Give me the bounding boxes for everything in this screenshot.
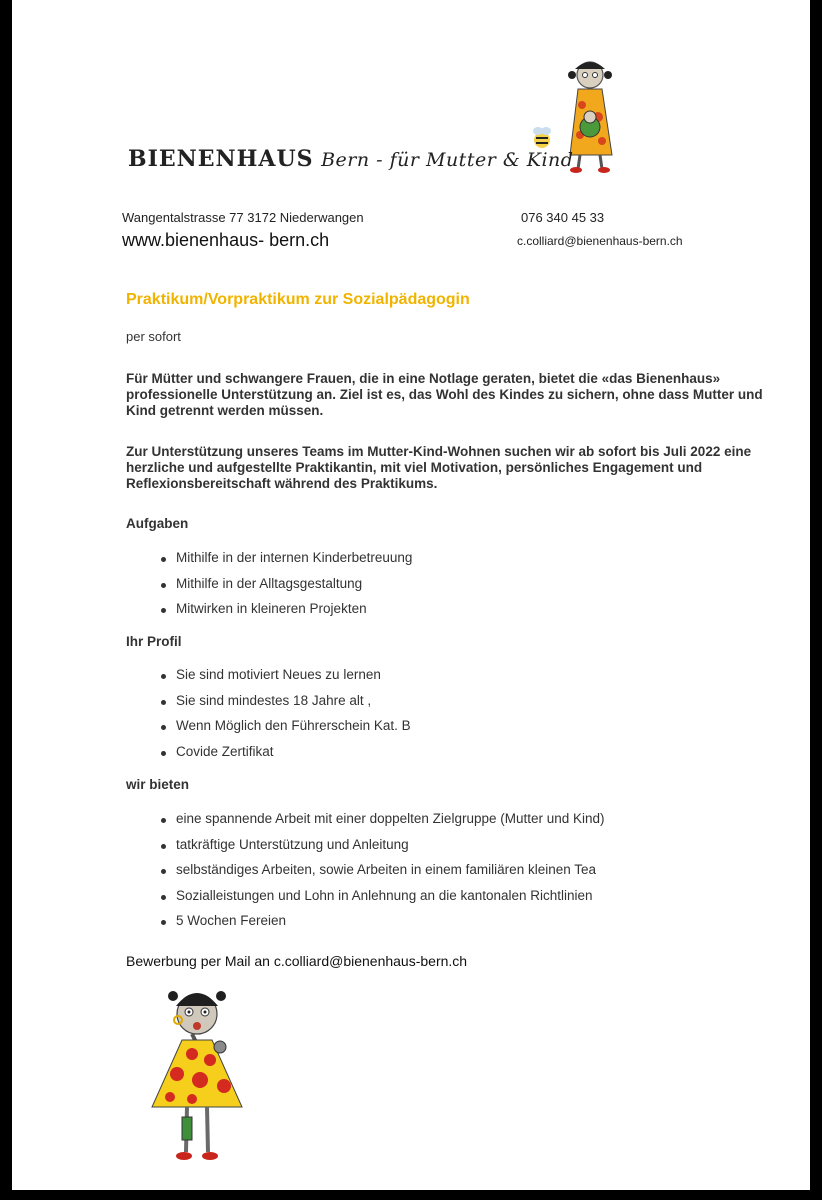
tasks-heading: Aufgaben [126, 516, 189, 531]
offer-list [158, 811, 605, 939]
list-item: Mithilfe in der Alltagsgestaltung [158, 576, 412, 602]
list-item: selbständiges Arbeiten, sowie Arbeiten in einem familiären kleinen Tea [158, 862, 605, 888]
list-item: Mithilfe in der internen Kinderbetreuung [158, 550, 412, 576]
list-item: Sozialleistungen und Lohn in Anlehnung an die kantonalen Richtlinien [158, 888, 605, 914]
intro-paragraph-1: Für Mütter und schwangere Frauen, die in eine Notlage geraten, bietet die «das Bienenhaus» professionelle Unterstützung an. Ziel ist es, das Wohl des Kindes zu sichern, ohne dass Mutter und Kind getrennt werden müssen. [126, 371, 763, 418]
list-item: Wenn Möglich den Führerschein Kat. B [158, 718, 411, 744]
list-item: eine spannende Arbeit mit einer doppelten Zielgruppe (Mutter und Kind) [158, 811, 605, 837]
list-item: Covide Zertifikat [158, 744, 411, 770]
bee-wing-2 [541, 127, 551, 135]
logo-brand: BIENENHAUS [128, 146, 314, 172]
job-title: Praktikum/Vorpraktikum zur Sozialpädagogin [126, 291, 470, 308]
list-item: 5 Wochen Fereien [158, 913, 605, 939]
hair-bun-right [604, 71, 612, 79]
address: Wangentalstrasse 77 3172 Niederwangen [122, 210, 364, 225]
list-item: tatkräftige Unterstützung und Anleitung [158, 837, 605, 863]
start-date: per sofort [126, 329, 181, 344]
list-item: Sie sind motiviert Neues zu lernen [158, 667, 411, 693]
green-pouch [182, 1117, 192, 1140]
application-instruction: Bewerbung per Mail an c.colliard@bienenhaus-bern.ch [126, 953, 468, 969]
document-page [12, 0, 810, 1190]
profile-list [158, 667, 411, 769]
logo-tagline: Bern - für Mutter & Kind [321, 149, 574, 171]
woman-hair [176, 993, 218, 1006]
mother-hair [575, 62, 605, 69]
woman-illustration-bottom [142, 982, 252, 1172]
offer-heading: wir bieten [126, 777, 190, 792]
small-animal [214, 1041, 226, 1053]
list-item: Sie sind mindestes 18 Jahre alt , [158, 693, 411, 719]
tasks-list [158, 550, 412, 627]
profile-heading: Ihr Profil [126, 634, 182, 649]
intro-paragraph-2: Zur Unterstützung unseres Teams im Mutter-Kind-Wohnen suchen wir ab sofort bis Juli 2022 eine herzliche und aufgestellte Praktikantin, mit viel Motivation, persönliches Engagement und Reflexionsbereitschaft während des Praktikums. [126, 444, 752, 491]
website-link[interactable]: www.bienenhaus- bern.ch [122, 230, 330, 250]
hair-bun-left [568, 71, 576, 79]
list-item: Mitwirken in kleineren Projekten [158, 601, 412, 627]
child-head [584, 111, 596, 123]
logo-title [128, 146, 573, 172]
header-email-link[interactable]: c.colliard@bienenhaus-bern.ch [517, 234, 683, 248]
phone-number: 076 340 45 33 [521, 210, 605, 225]
